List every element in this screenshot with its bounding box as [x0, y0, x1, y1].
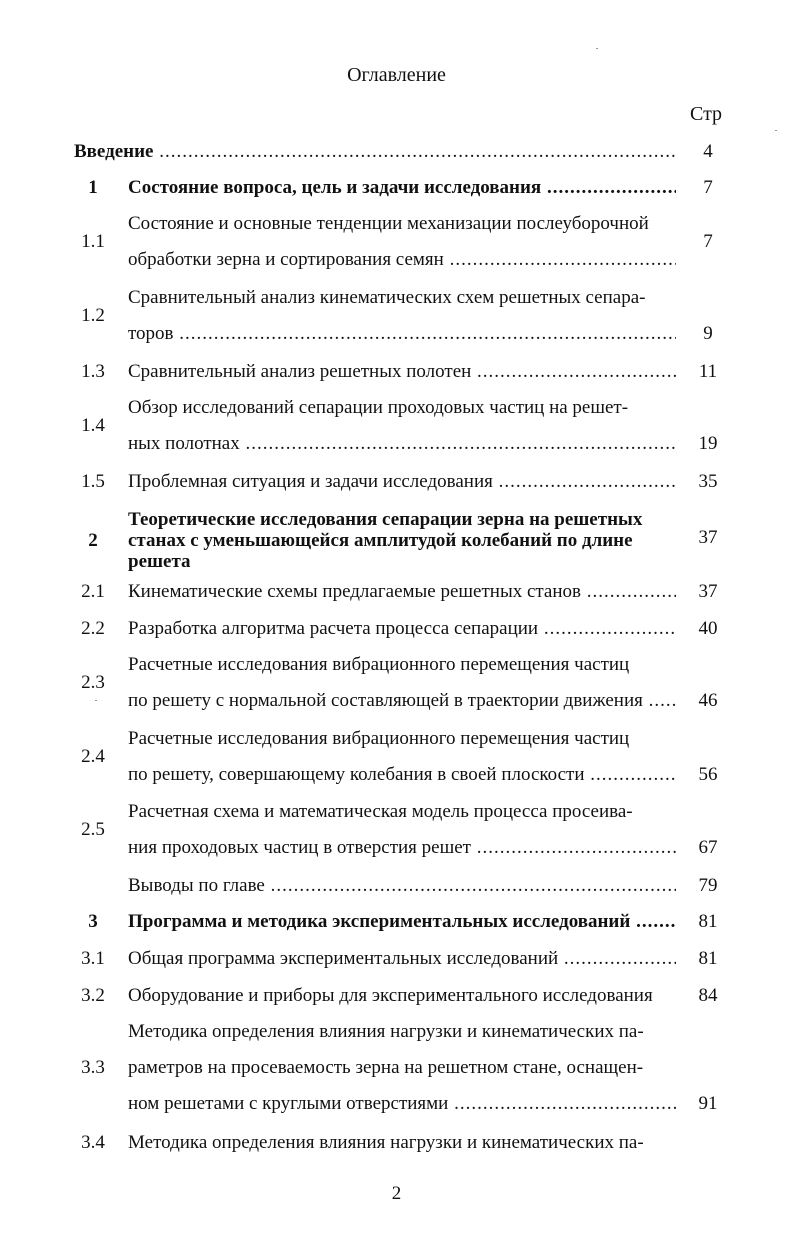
toc-title-line: Общая программа экспериментальных исследований .....	[128, 947, 676, 971]
toc-title-line: Сравнительный анализ кинематических схем решетных сепара-	[128, 287, 646, 308]
toc-page-number: 9	[703, 323, 713, 344]
toc-title-line: Сравнительный анализ решетных полотен .....	[128, 360, 676, 384]
toc-title-line: Программа и методика экспериментальных исследований .....	[128, 910, 676, 934]
toc-title-line: решета	[128, 551, 191, 572]
toc-section-number: 1	[88, 177, 98, 198]
toc-title-line: Выводы по главе .....	[128, 874, 676, 898]
toc-title-line: ния проходовых частиц в отверстия решет .....	[128, 836, 676, 860]
toc-section-number: 3.3	[81, 1057, 105, 1078]
toc-page-number: 46	[698, 690, 718, 711]
toc-page-number: 4	[703, 141, 713, 162]
toc-page-number: 37	[698, 581, 718, 602]
toc-title-line: Обзор исследований сепарации проходовых частиц на решет-	[128, 397, 629, 418]
toc-section-number: 1.2	[81, 305, 105, 326]
toc-title-line: Теоретические исследования сепарации зерна на решетных	[128, 509, 643, 530]
toc-title-line: Методика определения влияния нагрузки и кинематических па-	[128, 1021, 644, 1042]
toc-section-number: 1.1	[81, 231, 105, 252]
toc-section-number: 2.3	[81, 672, 105, 693]
toc-title-line: Расчетные исследования вибрационного перемещения частиц	[128, 728, 630, 749]
toc-section-number: 3.1	[81, 948, 105, 969]
toc-title-line: ных полотнах .....	[128, 432, 676, 456]
toc-section-number: 2.1	[81, 581, 105, 602]
toc-page-number: 37	[698, 526, 718, 548]
toc-title-line: Расчетная схема и математическая модель процесса просеива-	[128, 801, 633, 822]
page-title: Оглавление	[347, 64, 446, 86]
toc-title-line: по решету с нормальной составляющей в траектории движения .....	[128, 689, 676, 713]
toc-title-line: Методика определения влияния нагрузки и кинематических па-	[128, 1132, 644, 1153]
toc-title-line: Кинематические схемы предлагаемые решетных станов .....	[128, 580, 676, 604]
toc-title-line: раметров на просеваемость зерна на решетном стане, оснащен-	[128, 1057, 644, 1078]
toc-page-number: 40	[698, 618, 718, 639]
toc-section-number: 1.4	[81, 415, 105, 436]
toc-page-number: 81	[698, 948, 718, 969]
toc-title-line: Разработка алгоритма расчета процесса сепарации .....	[128, 617, 676, 641]
scan-speck	[95, 700, 97, 701]
page-number: 2	[391, 1183, 402, 1204]
toc-page-number: 56	[698, 764, 718, 785]
scan-speck	[596, 48, 598, 49]
toc-title-line: ном решетами с круглыми отверстиями .....	[128, 1092, 676, 1116]
toc-section-number: 2.5	[81, 819, 105, 840]
toc-title-line: Проблемная ситуация и задачи исследования .....	[128, 470, 676, 494]
toc-section-number: 3.4	[81, 1132, 105, 1153]
toc-page-number: 79	[698, 875, 718, 896]
toc-title-line: Состояние и основные тенденции механизации послеуборочной	[128, 213, 649, 234]
toc-title-line: торов .....	[128, 322, 676, 346]
toc-section-number: 1.5	[81, 471, 105, 492]
toc-intro-label: Введение .....	[74, 140, 676, 164]
toc-section-number: 1.3	[81, 361, 105, 382]
toc-page-number: 7	[703, 177, 713, 198]
toc-title-line: Расчетные исследования вибрационного перемещения частиц	[128, 654, 630, 675]
toc-section-number: 2.4	[81, 746, 105, 767]
toc-page-number: 67	[698, 837, 718, 858]
toc-title-line: Состояние вопроса, цель и задачи исследования .....	[128, 176, 676, 200]
toc-page-number: 19	[698, 433, 718, 454]
toc-page-number: 84	[698, 985, 718, 1006]
toc-title-line: Оборудование и приборы для экспериментального исследования	[128, 985, 653, 1006]
toc-page-number: 91	[698, 1093, 718, 1114]
toc-section-number: 2.2	[81, 618, 105, 639]
toc-title-line: обработки зерна и сортирования семян .....	[128, 248, 676, 272]
page-column-header: Стр	[690, 103, 723, 125]
toc-page-number: 35	[698, 471, 718, 492]
toc-section-number: 3.2	[81, 985, 105, 1006]
toc-title-line: по решету, совершающему колебания в своей плоскости .....	[128, 763, 676, 787]
toc-page-number: 7	[703, 231, 713, 252]
toc-section-number: 2	[88, 529, 98, 551]
toc-page-number: 81	[698, 911, 718, 932]
toc-section-number: 3	[88, 911, 98, 932]
scan-speck	[775, 130, 777, 131]
toc-page-number: 11	[698, 361, 718, 382]
toc-title-line: станах с уменьшающейся амплитудой колебаний по длине	[128, 530, 633, 551]
